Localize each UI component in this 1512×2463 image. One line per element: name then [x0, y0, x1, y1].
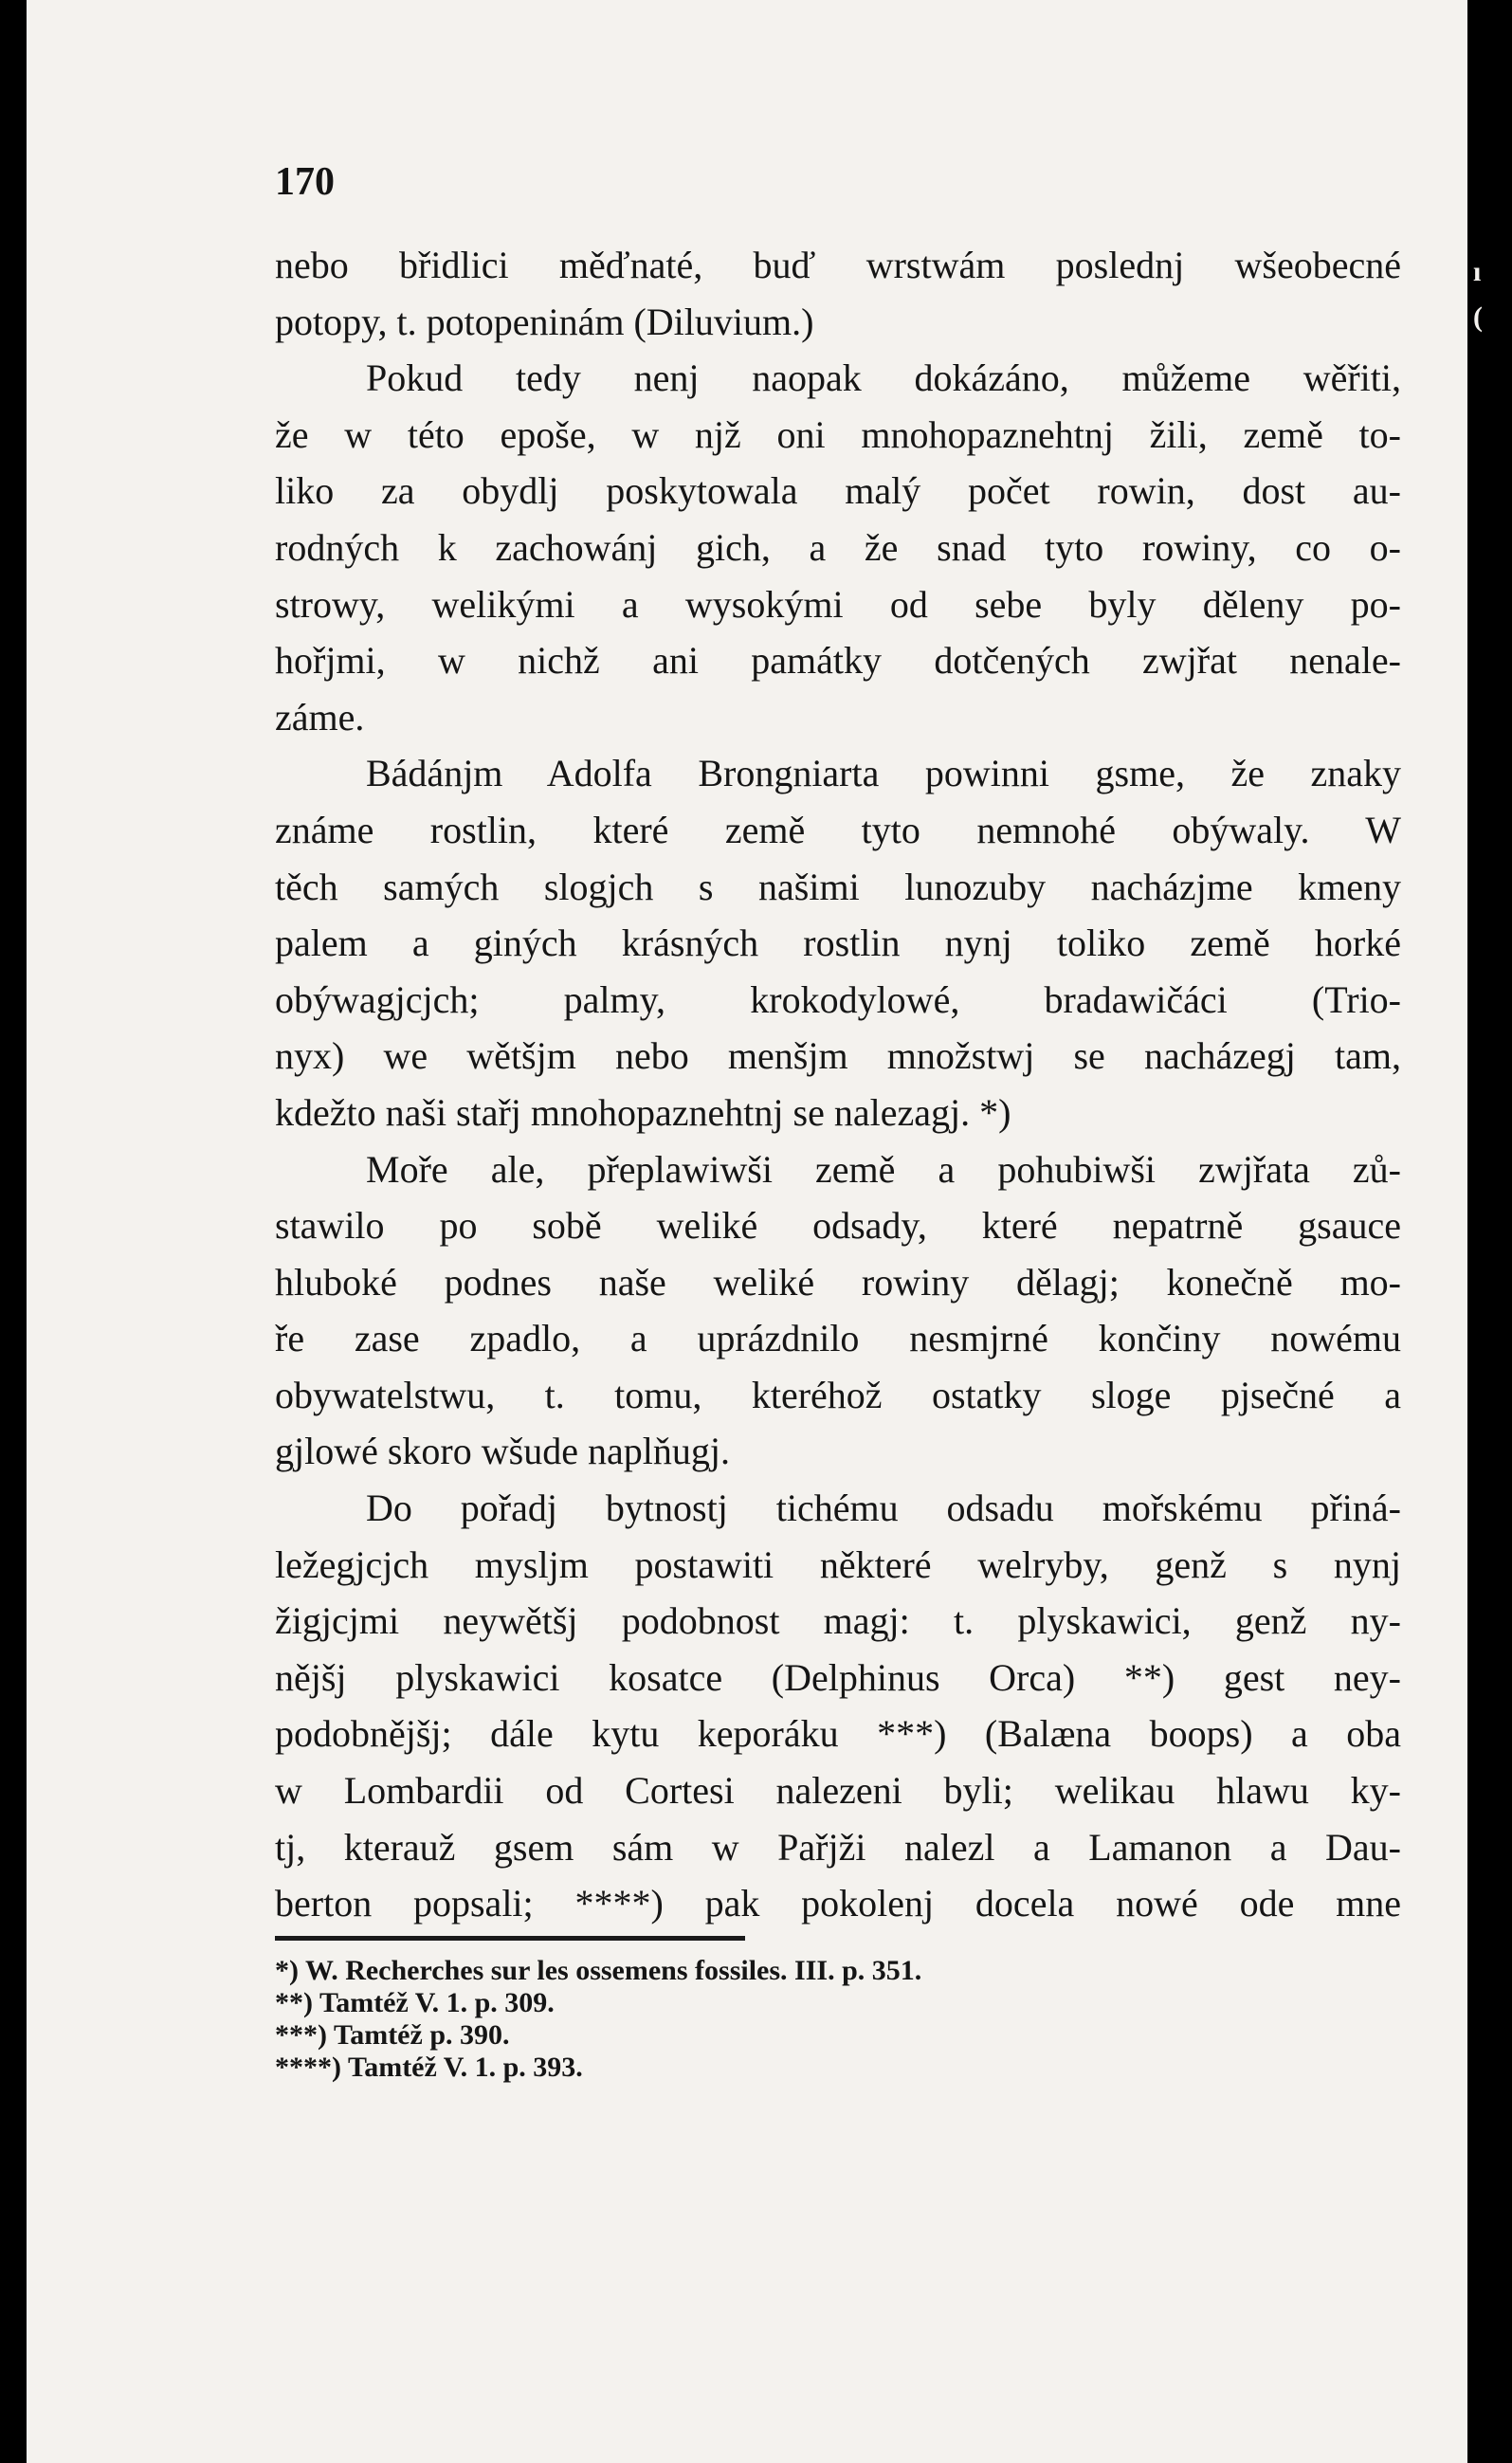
text-line: ře zase zpadlo, a uprázdnilo nesmjrné končiny nowému: [275, 1317, 1401, 1360]
text-line: liko za obydlj poskytowala malý počet rowin, dost au-: [275, 469, 1401, 513]
footnotes: [275, 1955, 1318, 2084]
text-line: záme.: [275, 695, 365, 739]
body-text: [275, 237, 1401, 1932]
text-line: obýwagjcjch; palmy, krokodylowé, bradawičáci (Trio-: [275, 977, 1401, 1021]
text-line: rodných k zachowánj gich, a že snad tyto rowiny, co o-: [275, 525, 1401, 569]
text-line: žigjcjmi neywětšj podobnost magj: t. plyskawici, genž ny-: [275, 1599, 1401, 1643]
page-number: 170: [275, 160, 335, 204]
text-line: w Lombardii od Cortesi nalezeni byli; welikau hlawu ky-: [275, 1769, 1401, 1813]
facing-page-edge: [1467, 0, 1512, 2463]
text-line: Pokud tedy nenj naopak dokázáno, můžeme wěřiti,: [366, 356, 1401, 400]
text-line: ležegjcjch mysljm postawiti některé welryby, genž s nynj: [275, 1542, 1401, 1586]
text-line: Do pořadj bytnostj tichému odsadu mořskému přiná-: [366, 1487, 1401, 1530]
footnote: **) Tamtéž V. 1. p. 309.: [275, 1987, 555, 2018]
text-line: nebo břidlici měďnaté, buď wrstwám poslednj wšeobecné: [275, 244, 1401, 286]
footnote: ****) Tamtéž V. 1. p. 393.: [275, 2052, 583, 2083]
text-line: potopy, t. potopeninám (Diluvium.): [275, 300, 814, 343]
text-line: známe rostlin, které země tyto nemnohé obýwaly. W: [275, 808, 1401, 851]
footnote: *) W. Recherches sur les ossemens fossiles. III. p. 351.: [275, 1955, 922, 1986]
text-line: nějšj plyskawici kosatce (Delphinus Orca) **) gest ney-: [275, 1655, 1401, 1699]
text-line: palem a giných krásných rostlin nynj toliko země horké: [275, 921, 1401, 965]
text-line: že w této epoše, w njž oni mnohopaznehtnj žili, země to-: [275, 412, 1401, 456]
text-line: kdežto naši stařj mnohopaznehtnj se nalezagj. *): [275, 1090, 1011, 1134]
text-line: tj, kterauž gsem sám w Pařjži nalezl a Lamanon a Dau-: [275, 1825, 1401, 1869]
text-line: nyx) we wětšjm nebo menšjm množstwj se nacházegj tam,: [275, 1034, 1401, 1078]
text-line: obywatelstwu, t. tomu, kteréhož ostatky sloge pjsečné a: [275, 1373, 1401, 1416]
text-line: těch samých slogjch s našimi lunozuby nacházjme kmeny: [275, 865, 1401, 908]
text-line: hořjmi, w nichž ani památky dotčených zwjřat nenale-: [275, 639, 1401, 683]
book-page: [27, 0, 1512, 2463]
text-line: hluboké podnes naše weliké rowiny dělagj; konečně mo-: [275, 1260, 1401, 1304]
text-line: stawilo po sobě weliké odsady, které nepatrně gsauce: [275, 1204, 1401, 1248]
text-line: Bádánjm Adolfa Brongniarta powinni gsme, že znaky: [366, 752, 1401, 795]
text-line: Moře ale, přeplawiwši země a pohubiwši zwjřata zů-: [366, 1147, 1401, 1191]
footnote: ***) Tamtéž p. 390.: [275, 2019, 510, 2051]
edge-char: ı: [1473, 256, 1482, 287]
edge-char: (: [1473, 301, 1483, 333]
text-line: berton popsali; ****) pak pokolenj docela nowé ode mne: [275, 1882, 1401, 1925]
text-line: strowy, welikými a wysokými od sebe byly děleny po-: [275, 582, 1401, 626]
text-line: podobnějšj; dále kytu keporáku ***) (Balæna boops) a oba: [275, 1712, 1401, 1756]
footnote-rule: [275, 1936, 745, 1941]
text-line: gjlowé skoro wšude naplňugj.: [275, 1430, 730, 1473]
